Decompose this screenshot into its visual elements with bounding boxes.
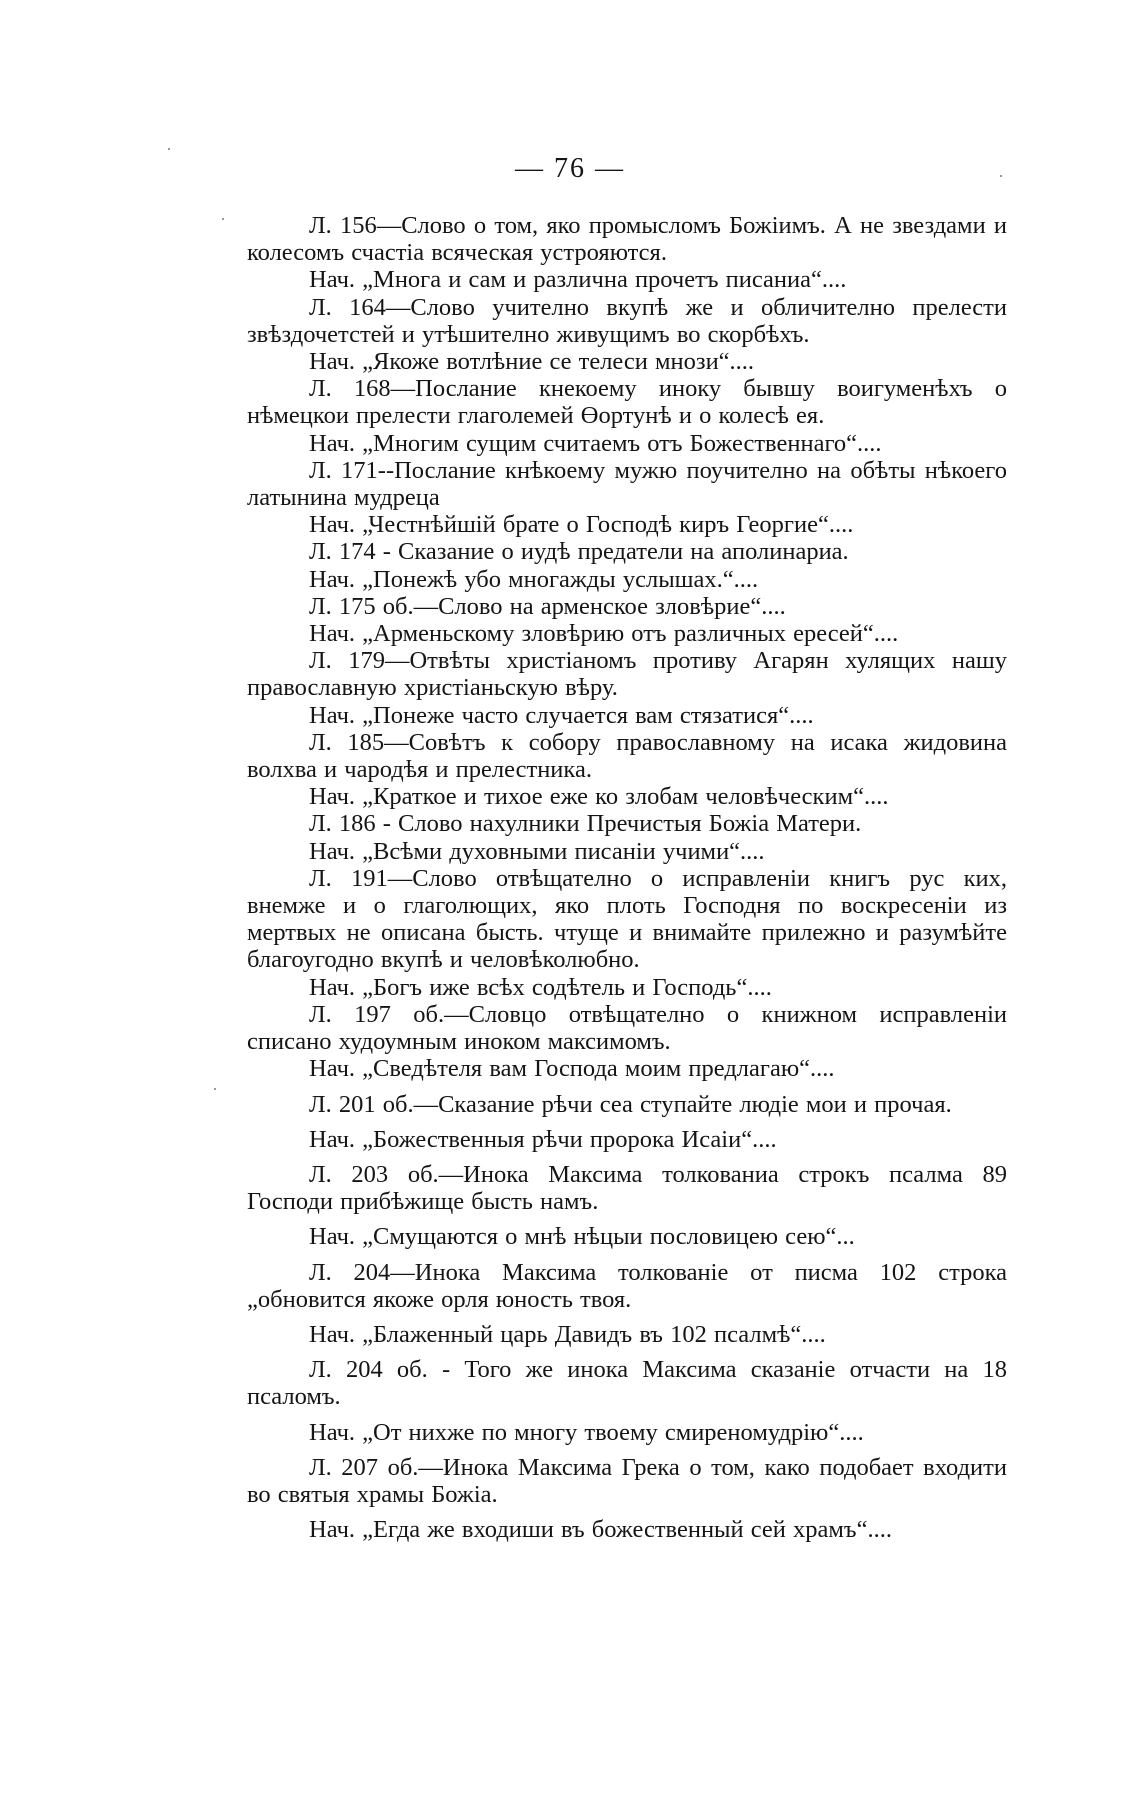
entry-175: Л. 175 об.—Слово на арменское зловѣрие“.... <box>309 592 786 620</box>
scan-speck <box>222 218 224 220</box>
incipit-191: Нач. „Богъ иже всѣх содѣтель и Господь“.... <box>309 973 772 1001</box>
incipit-203: Нач. „Смущаются о мнѣ нѣцыи пословицею сею“... <box>309 1223 855 1251</box>
incipit-156: Нач. „Многа и сам и различна прочетъ писаниа“.... <box>309 266 847 294</box>
scan-speck <box>214 1088 216 1090</box>
entry-191: Л. 191—Слово отвѣщателно о исправленіи книгъ рус ких, внемже и о глаголющих, яко плоть Господня по воскресеніи из мертвых не описана бысть. чтуще и внимайте прилежно и разумѣйте благоугодно вкупѣ и человѣколюбно. <box>247 864 1007 974</box>
entry-207: Л. 207 об.—Инока Максима Грека о том, како подобает входити во святыя храмы Божіа. <box>247 1453 1007 1508</box>
scan-speck <box>1000 175 1002 177</box>
entry-171: Л. 171--Послание кнѣкоему мужю поучително на обѣты нѣкоего латынина мудреца <box>247 456 1007 512</box>
page-number: — 76 — <box>515 153 625 184</box>
incipit-186: Нач. „Всѣми духовными писаніи учими“.... <box>309 837 765 865</box>
incipit-204-ob: Нач. „От нихже по многу твоему смиреномудрію“.... <box>309 1418 864 1446</box>
entry-186: Л. 186 - Слово нахулники Пречистыя Божіа Матери. <box>309 810 862 838</box>
incipit-175: Нач. „Арменьскому зловѣрию отъ различных ересей“.... <box>309 620 899 648</box>
incipit-174: Нач. „Понежѣ убо многажды услышах.“.... <box>309 565 759 593</box>
scan-speck <box>168 148 170 150</box>
catalog-text <box>247 212 1007 1543</box>
incipit-168: Нач. „Многим сущим считаемъ отъ Божественнаго“.... <box>309 429 882 457</box>
entry-204: Л. 204—Инока Максима толкованіе от писма 102 строка „обновится якоже орля юность твоя. <box>247 1258 1007 1313</box>
entry-204-ob: Л. 204 об. - Того же инока Максима сказаніе отчасти на 18 псаломъ. <box>247 1356 1007 1411</box>
entry-156: Л. 156—Слово о том, яко промысломъ Божіимъ. А не звездами и колесомъ счастіа всяческая устрояются. <box>247 212 1007 267</box>
incipit-201: Нач. „Божественныя рѣчи пророка Исаіи“.... <box>309 1125 777 1153</box>
entry-185: Л. 185—Совѣтъ к собору православному на исака жидовина волхва и чародѣя и прелестника. <box>247 728 1007 784</box>
entry-201: Л. 201 об.—Сказание рѣчи сеа ступайте людіе мои и прочая. <box>309 1090 952 1118</box>
entry-203: Л. 203 об.—Инока Максима толкованиа строкъ псалма 89 Господи прибѣжище бысть намъ. <box>247 1160 1007 1216</box>
incipit-185: Нач. „Краткое и тихое еже ко злобам человѣческим“.... <box>309 783 889 811</box>
entry-168: Л. 168—Послание кнекоему иноку бывшу воигуменѣхъ о нѣмецкои прелести глаголемей Өортунѣ и о колесѣ ея. <box>247 375 1007 430</box>
entry-164: Л. 164—Слово учително вкупѣ же и обличително прелести звѣздочетстей и утѣшително живущимъ во скорбѣхъ. <box>247 293 1007 348</box>
entry-179: Л. 179—Отвѣты христіаномъ противу Агарян хулящих нашу православную христіаньскую вѣру. <box>247 647 1007 702</box>
incipit-197: Нач. „Сведѣтеля вам Господа моим предлагаю“.... <box>309 1055 835 1083</box>
entry-197: Л. 197 об.—Словцо отвѣщателно о книжном исправленіи списано худоумным иноком максимомъ. <box>247 1000 1007 1056</box>
incipit-179: Нач. „Понеже часто случается вам стязатися“.... <box>309 701 814 729</box>
entry-174: Л. 174 - Сказание о иудѣ предатели на аполинариа. <box>309 538 849 566</box>
incipit-164: Нач. „Якоже вотлѣние се телеси мнози“.... <box>309 348 755 376</box>
incipit-207: Нач. „Егда же входиши въ божественный сей храмъ“.... <box>309 1516 892 1544</box>
incipit-171: Нач. „Честнѣйшій брате о Господѣ киръ Георгие“.... <box>309 511 854 539</box>
incipit-204: Нач. „Блаженный царь Давидъ въ 102 псалмѣ“.... <box>309 1320 826 1348</box>
